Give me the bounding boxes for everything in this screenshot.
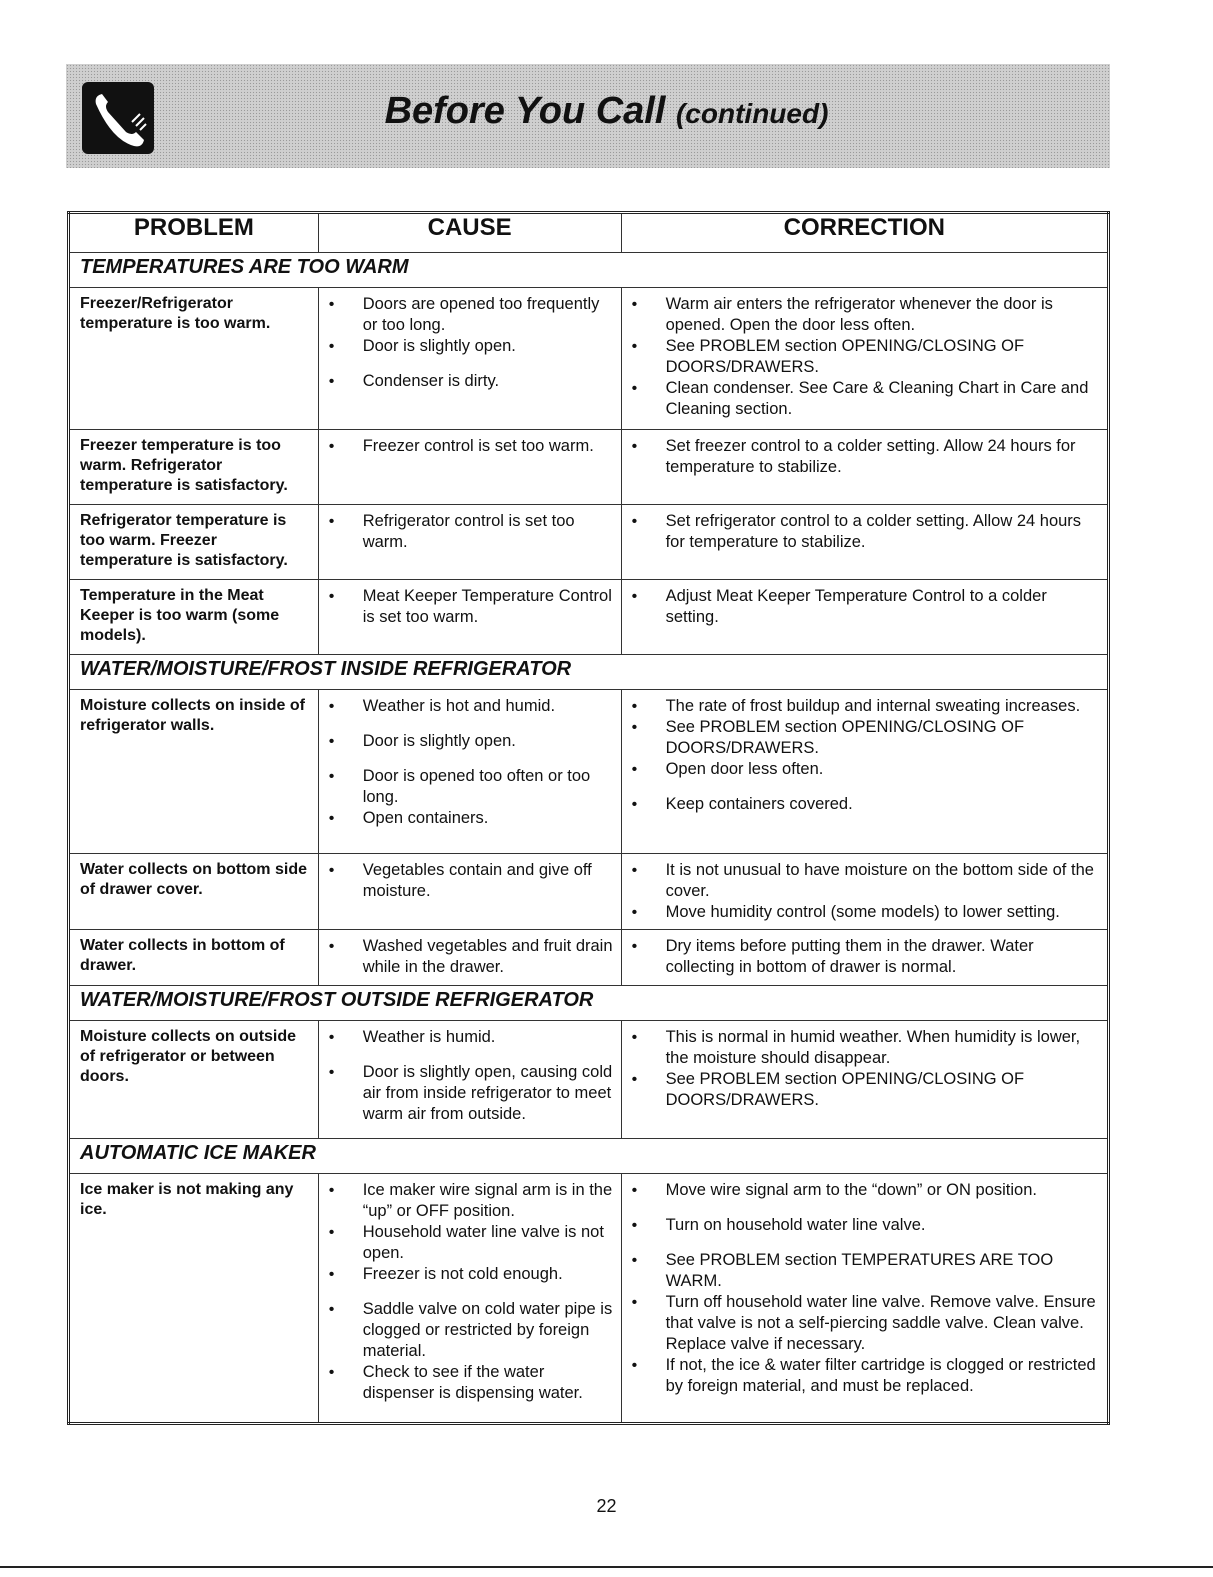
cause-item: • Door is slightly open, causing cold air from inside refrigerator to meet warm air from outside. <box>319 1062 615 1125</box>
cause-item: • Refrigerator control is set too warm. <box>319 511 615 553</box>
correction-cell <box>621 430 1108 505</box>
problem-cell: Moisture collects on outside of refrigerator or between doors. <box>69 1021 319 1139</box>
correction-item: • Turn on household water line valve. <box>622 1215 1101 1236</box>
correction-item: • Keep containers covered. <box>622 794 1101 815</box>
table-row <box>69 930 1109 986</box>
correction-item: • See PROBLEM section OPENING/CLOSING OF DOORS/DRAWERS. <box>622 1069 1101 1111</box>
header-problem: PROBLEM <box>69 213 319 253</box>
cause-item: • Ice maker wire signal arm is in the “up” or OFF position. <box>319 1180 615 1222</box>
problem-cell: Freezer/Refrigerator temperature is too warm. <box>69 288 319 430</box>
correction-cell <box>621 690 1108 854</box>
correction-item: • It is not unusual to have moisture on the bottom side of the cover. <box>622 860 1101 902</box>
problem-cell: Water collects on bottom side of drawer cover. <box>69 854 319 930</box>
table-row <box>69 505 1109 580</box>
correction-cell <box>621 930 1108 986</box>
table-row <box>69 854 1109 930</box>
cause-cell <box>318 580 621 655</box>
section-row <box>69 253 1109 288</box>
cause-item: • Household water line valve is not open. <box>319 1222 615 1264</box>
correction-cell <box>621 1021 1108 1139</box>
title-text: Before You Call <box>384 90 666 132</box>
correction-item: • Move humidity control (some models) to lower setting. <box>622 902 1101 923</box>
problem-cell: Refrigerator temperature is too warm. Freezer temperature is satisfactory. <box>69 505 319 580</box>
cause-item: • Vegetables contain and give off moisture. <box>319 860 615 902</box>
cause-item: • Meat Keeper Temperature Control is set too warm. <box>319 586 615 628</box>
correction-item: • Set freezer control to a colder setting. Allow 24 hours for temperature to stabilize. <box>622 436 1101 478</box>
cause-item: • Open containers. <box>319 808 615 829</box>
correction-item: • If not, the ice & water filter cartridge is clogged or restricted by foreign material, and must be replaced. <box>622 1355 1101 1397</box>
section-row <box>69 655 1109 690</box>
table-row <box>69 430 1109 505</box>
cause-cell <box>318 690 621 854</box>
page-title <box>0 90 1213 133</box>
cause-item: • Doors are opened too frequently or too long. <box>319 294 615 336</box>
table-row <box>69 288 1109 430</box>
bottom-divider <box>0 1566 1213 1568</box>
correction-item: • Warm air enters the refrigerator whenever the door is opened. Open the door less often. <box>622 294 1101 336</box>
table-row <box>69 690 1109 854</box>
section-row <box>69 1139 1109 1174</box>
problem-cell: Water collects in bottom of drawer. <box>69 930 319 986</box>
problem-cell: Freezer temperature is too warm. Refrigerator temperature is satisfactory. <box>69 430 319 505</box>
cause-cell <box>318 930 621 986</box>
correction-item: • Open door less often. <box>622 759 1101 780</box>
cause-item: • Door is slightly open. <box>319 731 615 752</box>
cause-item: • Freezer is not cold enough. <box>319 1264 615 1285</box>
page-number: 22 <box>596 1496 617 1516</box>
correction-cell <box>621 505 1108 580</box>
correction-cell <box>621 288 1108 430</box>
header-correction: CORRECTION <box>621 213 1108 253</box>
section-title: WATER/MOISTURE/FROST INSIDE REFRIGERATOR <box>69 655 1109 690</box>
header-cause: CAUSE <box>318 213 621 253</box>
section-title: WATER/MOISTURE/FROST OUTSIDE REFRIGERATOR <box>69 986 1109 1021</box>
title-subtitle: (continued) <box>675 98 829 129</box>
correction-cell <box>621 1174 1108 1424</box>
table-row <box>69 1174 1109 1424</box>
correction-item: • See PROBLEM section OPENING/CLOSING OF DOORS/DRAWERS. <box>622 336 1101 378</box>
correction-item: • Set refrigerator control to a colder setting. Allow 24 hours for temperature to stabilize. <box>622 511 1101 553</box>
correction-item: • Turn off household water line valve. Remove valve. Ensure that valve is not a self-piercing saddle valve. Clean valve. Replace valve if necessary. <box>622 1292 1101 1355</box>
cause-item: • Weather is humid. <box>319 1027 615 1048</box>
correction-item: • See PROBLEM section OPENING/CLOSING OF DOORS/DRAWERS. <box>622 717 1101 759</box>
section-title: TEMPERATURES ARE TOO WARM <box>69 253 1109 288</box>
cause-item: • Door is opened too often or too long. <box>319 766 615 808</box>
cause-cell <box>318 288 621 430</box>
correction-cell <box>621 580 1108 655</box>
correction-item: • See PROBLEM section TEMPERATURES ARE TOO WARM. <box>622 1250 1101 1292</box>
cause-item: • Door is slightly open. <box>319 336 615 357</box>
table-header-row <box>69 213 1109 253</box>
cause-cell <box>318 854 621 930</box>
cause-cell <box>318 430 621 505</box>
section-row <box>69 986 1109 1021</box>
cause-cell <box>318 505 621 580</box>
problem-cell: Moisture collects on inside of refrigerator walls. <box>69 690 319 854</box>
correction-cell <box>621 854 1108 930</box>
correction-item: • Move wire signal arm to the “down” or ON position. <box>622 1180 1101 1201</box>
cause-item: • Condenser is dirty. <box>319 371 615 392</box>
problem-cell: Temperature in the Meat Keeper is too warm (some models). <box>69 580 319 655</box>
cause-cell <box>318 1021 621 1139</box>
correction-item: • Dry items before putting them in the drawer. Water collecting in bottom of drawer is normal. <box>622 936 1101 978</box>
cause-item: • Washed vegetables and fruit drain while in the drawer. <box>319 936 615 978</box>
correction-item: • The rate of frost buildup and internal sweating increases. <box>622 696 1101 717</box>
cause-item: • Saddle valve on cold water pipe is clogged or restricted by foreign material. <box>319 1299 615 1362</box>
correction-item: • Clean condenser. See Care & Cleaning Chart in Care and Cleaning section. <box>622 378 1101 420</box>
correction-item: • Adjust Meat Keeper Temperature Control to a colder setting. <box>622 586 1101 628</box>
problem-cell: Ice maker is not making any ice. <box>69 1174 319 1424</box>
table-row <box>69 1021 1109 1139</box>
cause-item: • Freezer control is set too warm. <box>319 436 615 457</box>
cause-item: • Weather is hot and humid. <box>319 696 615 717</box>
troubleshooting-table <box>67 211 1110 1425</box>
table-row <box>69 580 1109 655</box>
correction-item: • This is normal in humid weather. When humidity is lower, the moisture should disappear. <box>622 1027 1101 1069</box>
cause-cell <box>318 1174 621 1424</box>
section-title: AUTOMATIC ICE MAKER <box>69 1139 1109 1174</box>
cause-item: • Check to see if the water dispenser is dispensing water. <box>319 1362 615 1404</box>
